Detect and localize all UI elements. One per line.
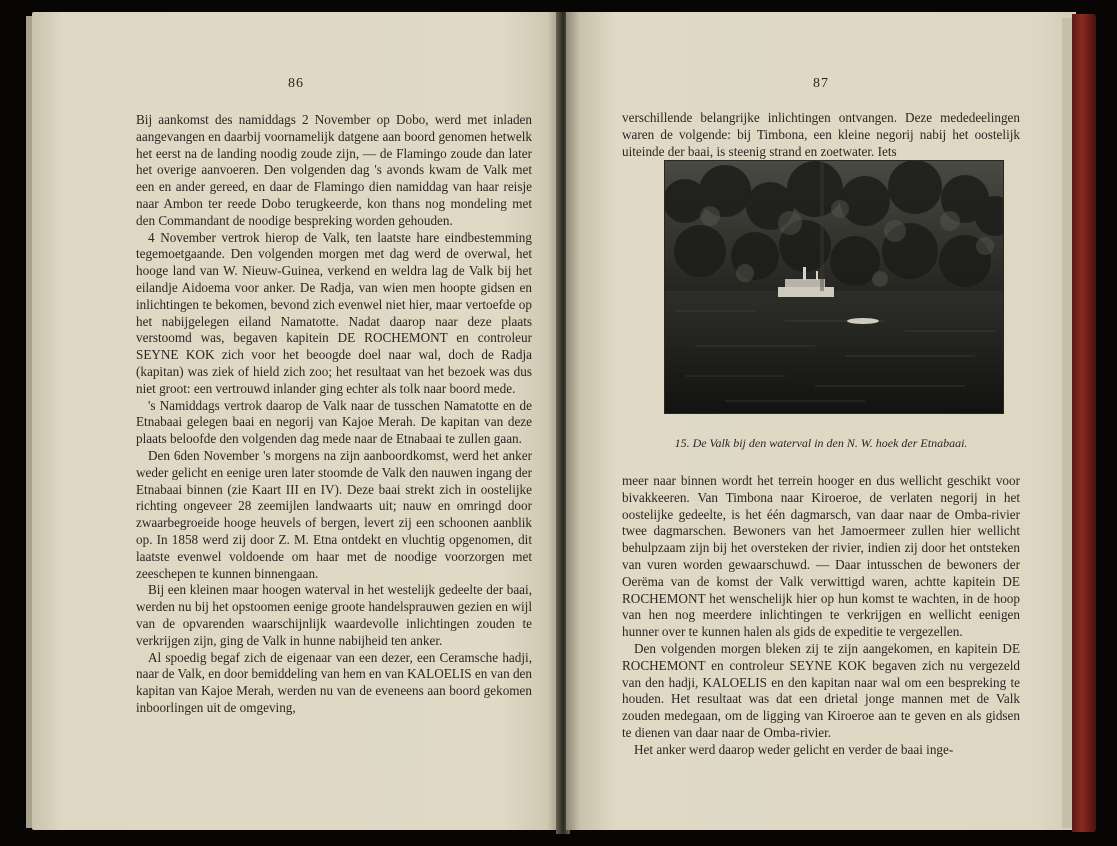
left-page — [32, 12, 560, 830]
photo-caption: 15. De Valk bij den waterval in den N. W. hoek der Etnabaai. — [674, 436, 968, 450]
book-cover-edge — [1072, 14, 1096, 832]
page-number-right: 87 — [813, 76, 829, 91]
open-book — [32, 12, 1094, 834]
paragraph: Bij aankomst des namiddags 2 November op Dobo, werd met inladen aangevangen en daarbij voornamelijk datgene aan boord genomen hetwelk het eerst na de landing noodig zoude zijn, — de Flamingo zoude dan later het overige aanvoeren. Den volgenden dag 's avonds kwam de Valk met een en ander gereed, en daar de Flamingo dien namiddag van haar reisje naar Ambon ter reede Dobo terugkeerde, kon thans nog mondeling met den Commandant de noodige bespreking worden gehouden. — [136, 112, 532, 228]
right-page-bottom-text — [622, 473, 1020, 759]
paragraph: Den volgenden morgen bleken zij te zijn aangekomen, en kapitein DE ROCHEMONT en controleur SEYNE KOK begaven zich nu vergezeld van den hadji, KALOELIS en den kapitan naar wal om een bespreking te houden. Het resultaat was dat een drietal jonge mannen met de Valk zouden medegaan, om de ligging van Kiroeroe aan te geven en als gidsen te dienen van daar naar de Omba-rivier. — [622, 640, 1020, 740]
rowboat — [847, 318, 879, 324]
waterfall-bay-photograph — [664, 160, 1004, 414]
paragraph: Bij een kleinen maar hoogen waterval in het westelijk gedeelte der baai, werden nu bij het opstoomen eenige groote handelsprauwen gezien en wijl van de opvarenden waarschijnlijk waardevolle inlichtingen zouden te verkrijgen zijn, ging de Valk in hunne nabijheid ten anker. — [136, 582, 532, 648]
paragraph: Den 6den November 's morgens na zijn aanboordkomst, werd het anker weder gelicht en eenige uren later stoomde de Valk den nauwen ingang der Etnabaai binnen (zie Kaart III en IV). Deze baai strekt zich in oostelijke richting ongeveer 28 zeemijlen landwaarts uit; nauw en omringd door zwaarbegroeide hooge heuvels of bergen, levert zij een schoonen aanblik op. In 1858 werd zij door Z. M. Etna ontdekt en vluchtig opgenomen, dit laatste evenwel voldoende om haar met de noodige voorzorgen met zeeschepen te kunnen binnengaan. — [136, 447, 532, 581]
paragraph: 's Namiddags vertrok daarop de Valk naar de tusschen Namatotte en de Etnabaai gelegen baai en negorij van Kajoe Merah. De kapitan van deze plaats beloofde den volgenden dag mede naar de Etnabaai te zullen gaan. — [136, 397, 532, 447]
photo-image — [665, 161, 1003, 413]
waterfall — [820, 161, 824, 291]
paragraph: Het anker werd daarop weder gelicht en verder de baai inge- — [634, 741, 954, 757]
page-number-left: 86 — [288, 76, 304, 91]
paragraph: 4 November vertrok hierop de Valk, ten laatste hare eindbestemming tegemoetgaande. Den volgenden morgen met dag werd de overwal, het hooge land van W. Nieuw-Guinea, verkend en weldra lag de Valk bij het eilandje Aidoema voor anker. De Radja, van wien men hoopte gidsen en inlichtingen te bekomen, bevond zich evenwel niet hier, maar vertoefde op het nabijgelegen eiland Namatotte. Nadat daarop naar deze plaats verstoomd was, begaven kapitein DE ROCHEMONT en controleur SEYNE KOK zich voor het beoogde doel naar wal, doch de Radja (kapitan) was ziek of hield zich zoo; het resultaat van het bezoek was dus niet groot: een vertrouwd inlander ging echter als tolk naar boord mede. — [136, 229, 532, 396]
paragraph: verschillende belangrijke inlichtingen ontvangen. Deze mededeelingen waren de volgende: bij Timbona, een kleine negorij nabij het oostelijk uiteinde der baai, is steenig strand en zoetwater. Iets — [622, 110, 1020, 159]
right-page — [566, 12, 1076, 830]
paragraph: Al spoedig begaf zich de eigenaar van een dezer, een Ceramsche hadji, naar de Valk, en door bemiddeling van hem en van KALOELIS en van den kapitan van Kajoe Merah, werden nu van de eveneens aan boord gekomen inboorlingen uit de omgeving, — [136, 649, 532, 715]
right-page-top-text — [622, 110, 1020, 160]
left-page-text — [136, 112, 532, 717]
paragraph: meer naar binnen wordt het terrein hooger en dus wellicht geschikt voor bivakkeeren. Van Timbona naar Kiroeroe, de verlaten negorij in het oostelijke gedeelte, is het één dagmarsch, van daar naar de Omba-rivier twee dagmarschen. Bewoners van het Jamoermeer zullen hier wellicht behulpzaam zijn bij het oversteken der rivier, indien zij door het ontsteken van vuren worden gewaarschuwd. — Daar intusschen de bewoners der Oerëma van de komst der Valk verwittigd waren, achtte kapitein DE ROCHEMONT het wenschelijk hier op hun komst te wachten, in de hoop van hen nog meerdere inlichtingen te verkrijgen en wellicht eenigen hunner over te kunnen halen als gids de expeditie te vergezellen. — [622, 473, 1020, 640]
